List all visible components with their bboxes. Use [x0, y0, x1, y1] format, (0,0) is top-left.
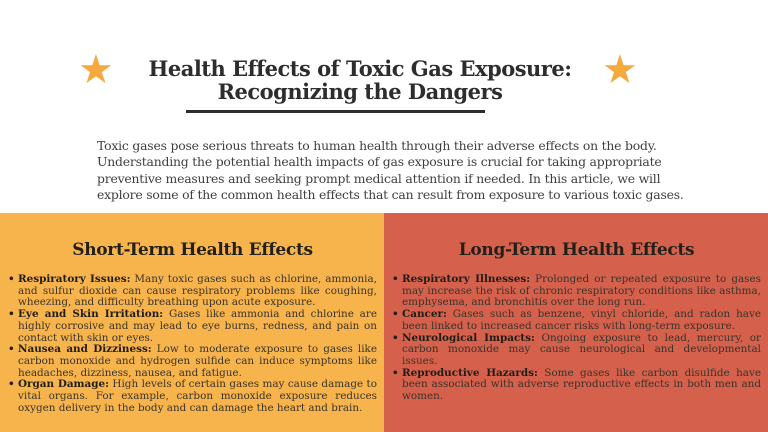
item-desc: Ongoing exposure to lead, mercury, or carbon monoxide may cause neurological and developmental issues.: [402, 331, 761, 367]
item-term: Respiratory Issues:: [18, 273, 131, 285]
page-title-line2: Recognizing the Dangers: [217, 78, 503, 104]
list-item: [8, 379, 377, 414]
item-term: Eye and Skin Irritation:: [18, 308, 164, 321]
list-item: [8, 309, 377, 344]
item-desc: High levels of certain gases may cause damage to vital organs. For example, carbon monoxide exposure reduces oxygen delivery in the body and can damage the heart and brain.: [18, 378, 377, 414]
long-term-effects-list: [392, 274, 761, 403]
short-term-panel: [0, 213, 384, 432]
list-item: [392, 368, 761, 403]
long-term-panel-title: Long-Term Health Effects: [458, 240, 695, 260]
short-term-panel-title: Short-Term Health Effects: [72, 240, 313, 260]
list-item: [8, 274, 377, 309]
star-icon: ★: [602, 47, 638, 93]
slide-header: [0, 0, 768, 135]
item-desc: Gases like ammonia and chlorine are highly corrosive and may lead to eye burns, redness, and pain on contact with skin or eyes.: [18, 308, 377, 344]
page-title-line1: Health Effects of Toxic Gas Exposure:: [148, 56, 572, 81]
list-item: [392, 309, 761, 332]
long-term-panel: [384, 213, 768, 432]
item-term: Respiratory Illnesses:: [402, 273, 531, 285]
item-term: Neurological Impacts:: [402, 331, 535, 344]
item-desc: Gases such as benzene, vinyl chloride, and radon have been linked to increased cancer risks with long-term exposure.: [402, 308, 761, 332]
item-term: Nausea and Dizziness:: [18, 343, 152, 356]
title-underline: [186, 110, 485, 113]
item-desc: Prolonged or repeated exposure to gases may increase the risk of chronic respiratory conditions like asthma, emphysema, and bronchitis over the long run.: [402, 273, 761, 309]
star-icon: ★: [78, 47, 114, 93]
intro-paragraph: Toxic gases pose serious threats to human health through their adverse effects on the body. Understanding the potential health impacts of gas exposure is crucial for taking appropriate preventive measures and seeking prompt medical attention if needed. In this article, we will explore some of the common health effects that can result from exposure to various toxic gases.: [97, 138, 684, 202]
item-term: Reproductive Hazards:: [402, 366, 538, 379]
effects-section: [0, 213, 768, 432]
list-item: [8, 344, 377, 379]
short-term-effects-list: [8, 274, 377, 414]
list-item: [392, 333, 761, 368]
item-term: Organ Damage:: [18, 378, 109, 391]
item-desc: Many toxic gases such as chlorine, ammonia, and sulfur dioxide can cause respiratory problems like coughing, wheezing, and difficulty breathing upon acute exposure.: [18, 273, 377, 309]
item-term: Cancer:: [402, 308, 447, 321]
item-desc: Low to moderate exposure to gases like carbon monoxide and hydrogen sulfide can induce symptoms like headaches, dizziness, nausea, and fatigue.: [18, 343, 377, 379]
page-title: [0, 58, 720, 103]
item-desc: Some gases like carbon disulfide have been associated with adverse reproductive effects in both men and women.: [402, 366, 761, 403]
list-item: [392, 274, 761, 309]
